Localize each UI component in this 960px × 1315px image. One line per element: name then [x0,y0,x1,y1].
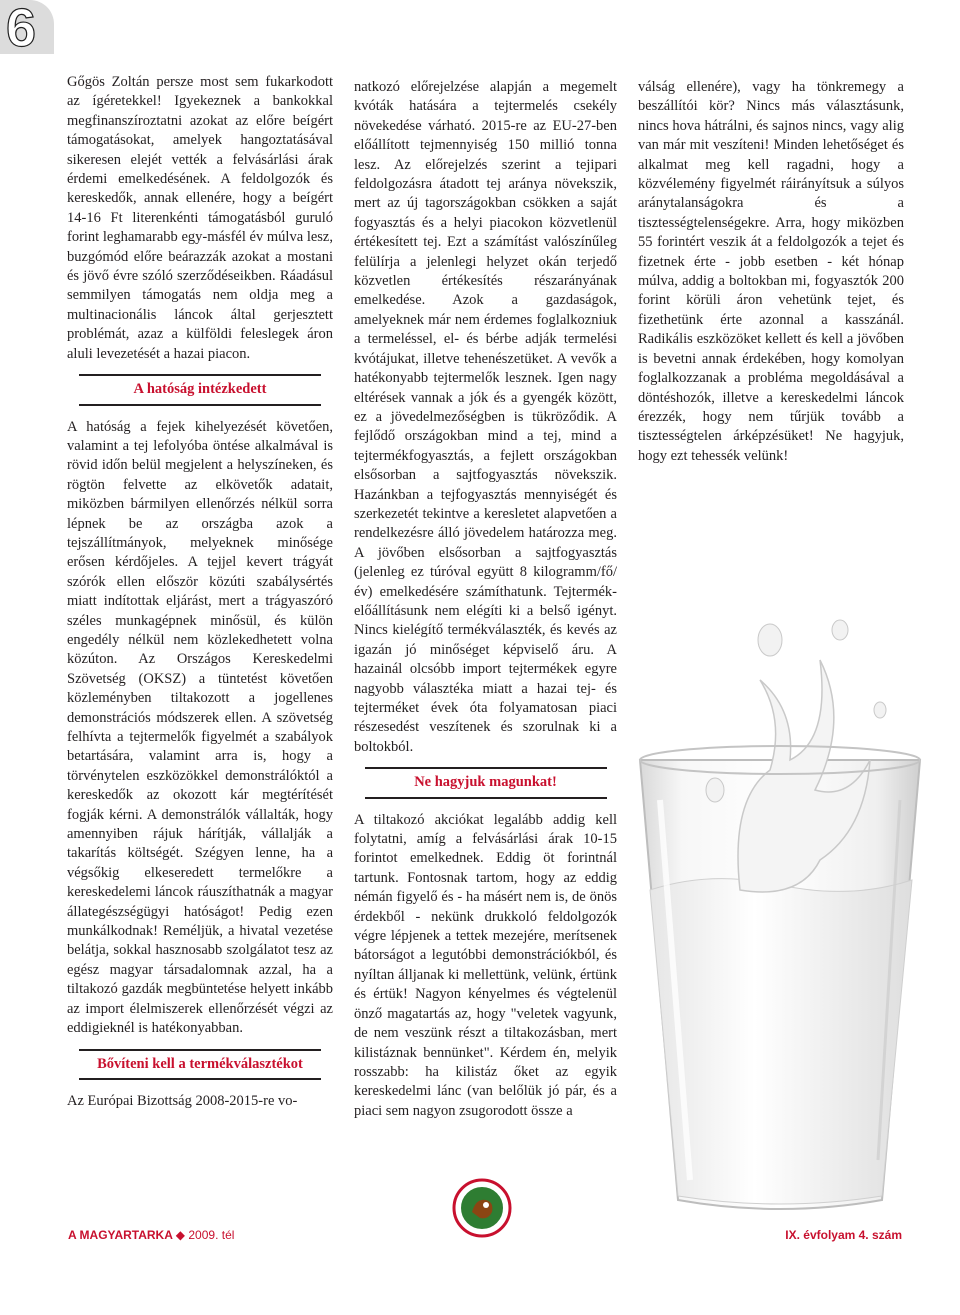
section-heading: Ne hagyjuk magunkat! [414,774,557,791]
section-heading-block [67,1049,333,1080]
footer-issue: IX. évfolyam 4. szám [785,1228,902,1242]
paragraph: Gőgös Zoltán persze most sem fukarkodott az ígéretekkel! Igyekeznek a bankokkal megfinanszíroztatni azokat az előre beígért támogatásokat, amelyek hangoztatásával sikeresen elejét vették a felvásárlási árak érdemi emelkedésének. A feldolgozók és kereskedők, annak ellenére, hogy a beígért 14-16 Ft literenkénti támogatásból guruló forint leghamarabb egy-másfél év múlva lesz, buzgómód előre beárazzák azokat a mostani és jövő évre szóló szerződéseikben. Ráadásul semmilyen támogatás nem oldja meg a multinacionális láncok által gerjesztett problémát, azaz a külföldi feleslegek áron aluli levezetését a hazai piacon. [67,74,333,362]
footer-left [68,1228,234,1242]
milk-glass-image [620,600,940,1220]
diamond-icon: ◆ [175,1228,186,1242]
column-1 [67,73,333,1111]
paragraph: A hatóság a fejek kihelyezését követően, valamint a tej lefolyóba öntése alkalmával is rövid időn belül megjelent a helyszíneken, és rögtön felvette az elkövetők adatait, miközben bármilyen ellenőrzés nélkül sorra lépnek be az országba azok a tejszállítmányok, melyeknek minősége erősen kérdőjeles. A tejjel kevert trágyát szórók ellen először közúti szabálysértés miatt indítottak eljárást, mert a trágyaszóró széles munkagépnek minősül, és külön engedély nélkül nem közlekedhetett volna közúton. Az Országos Kereskedelmi Szövetség (OKSZ) a tüntetést követően közleményben tiltakozott a jogellenes demonstrációs módszerek ellen. A szövetség felhívta a tejtermelők figyelmét a szabályok betartására, valamint arra is, hogy a törvénytelen eszközökkel demonstrálóktól a kereskedők az okozott kár megtérítését fogják kérni. A demonstrálók vállalták, hogy amennyiben rájuk hárítják, vállalják a takarítás költségét. Szégyen lenne, ha a végsőkig elkeseredett termelőkre a kereskedelemi láncok ráuszíthatnák a magyar állategészségügyi hatóságot! Pedig ezen munkálkodnak! Reméljük, a hivatal vezetése belátja, sokkal hasznosabb szolgálatot tesz az egész magyar társadalomnak azzal, ha a tiltakozó gazdák megbüntetése helyett inkább az import élelmiszerek ellenőrzését végzi az eddigieknél is hatékonyabban. [67,418,333,1037]
issue-season: 2009. tél [188,1228,235,1242]
section-heading: Bővíteni kell a termékválasztékot [97,1055,303,1072]
section-heading-block [67,374,333,405]
magazine-title: A MAGYARTARKA [68,1228,173,1242]
paragraph: A tiltakozó akciókat legalább addig kell folytatni, amíg a felvásárlási árak 10-15 forintot emelkednek. Eddig öt forintnál tartunk. Fontosnak tartom, hogy az eddig némán figyelő és - ha másért nem is, de önös érdekből - nekünk drukkoló feldolgozók végre lépjenek a tettek mezejére, merítsenek bátorságot a legutóbbi demonstrációkból, és nyíltan álljanak ki mellettünk, velünk, értünk és értük! Nagyon kényelmes és végtelenül önző magatartás az, hogy "veletek vagyunk, de nem veszünk részt a tiltakozásban, mert kilistáznak bennünket". Kérdem én, melyik rosszabb: ha kilistáz őket az egyik kereskedelmi lánc (van belőlük jó pár, és a piaci sem nagyon zsugorodott össze a [354,811,617,1119]
paragraph: natkozó előrejelzése alapján a megemelt kvóták hatására a tejtermelés csekély növekedése várható. 2015-re az EU-27-ben előállított tejmennyiség 150 millió tonna lesz. Az előrejelzés szerint a tejipari feldolgozásra átadott tej aránya növekszik, mert az új tagországokban csökken a saját fogyasztás és a helyi piacokon közvetlenül értékesített tej. Ezt a számítást valószínűleg felülírja a jelenlegi helyzet okán terjedő közvetlen értékesítés részarányának emelkedése. Azok a gazdaságok, amelyeknek már nem érdemes foglalkozniuk a termeléssel, el- és bérbe adják termelési kvótájukat, illetve tehenészetüket. A vevők a hatékonyabb tejtermelők lesznek. Igen nagy eltérések vannak a jók és a gyengék között, ez a jövedelmezőségben is tükröződik. A fejlődő országokban mind a tej, mind a tejtermékfogyasztás, a fejlett országokban elsősorban a sajtfogyasztás növekszik. Hazánkban a tejfogyasztás mennyiségét és szerkezetét tekintve a keresletet alapvetően a rendelkezésre álló jövedelem határozza meg. A jövőben elsősorban a sajtfogyasztás (jelenleg ez túróval együtt 8 kilogramm/fő/év) emelkedésére számíthatunk. Tejtermék-előállításunk nem elégíti ki a belső igényt. Nincs kielégítő termékválaszték, és kevés az igazán jó minőséget képviselő áru. A hazainál olcsóbb import tejtermékek egyre nagyobb választéka miatt a hazai tej- és tejterméket évek óta folyamatosan piaci részesedést veszítenek és szorulnak ki a boltokból. [354,79,617,755]
column-2 [354,78,617,1121]
page-number [0,0,54,54]
svg-text:6: 6 [6,0,37,54]
column-3 [638,78,904,466]
section-heading: A hatóság intézkedett [133,381,267,398]
section-heading-block [354,767,617,798]
magazine-logo [452,1178,512,1238]
paragraph: Az Európai Bizottság 2008-2015-re vo- [67,1092,298,1109]
paragraph: válság ellenére), vagy ha tönkremegy a beszállítói kör? Nincs más választásunk, nincs hova hátrálni, és sajnos nincs, vagy alig van már mit veszíteni! Minden lehetőséget és alkalmat meg kell ragadni, hogy a közvélemény figyelmét ráirányítsuk a súlyos aránytalanságokra és a tisztességtelenségekre. Arra, hogy miközben 55 forintért veszik át a feldolgozók a tejet és fizetnek érte - jobb esetben - két hónap múlva, addig a boltokban mi, fogyasztók 200 forint körüli áron vehetünk tejet, és fizethetünk érte azonnal a kasszánál. Radikális eszközöket kellett és kell a jövőben is bevetni annak érdekében, hogy komolyan foglalkozzanak a probléma megoldásával a döntéshozók, illetve a kereskedelmi láncok érezzék, hogy nem tűrjük tovább a tisztességtelen árképzésüket! Ne hagyjuk, hogy ezt tehessék velünk! [638,79,904,464]
